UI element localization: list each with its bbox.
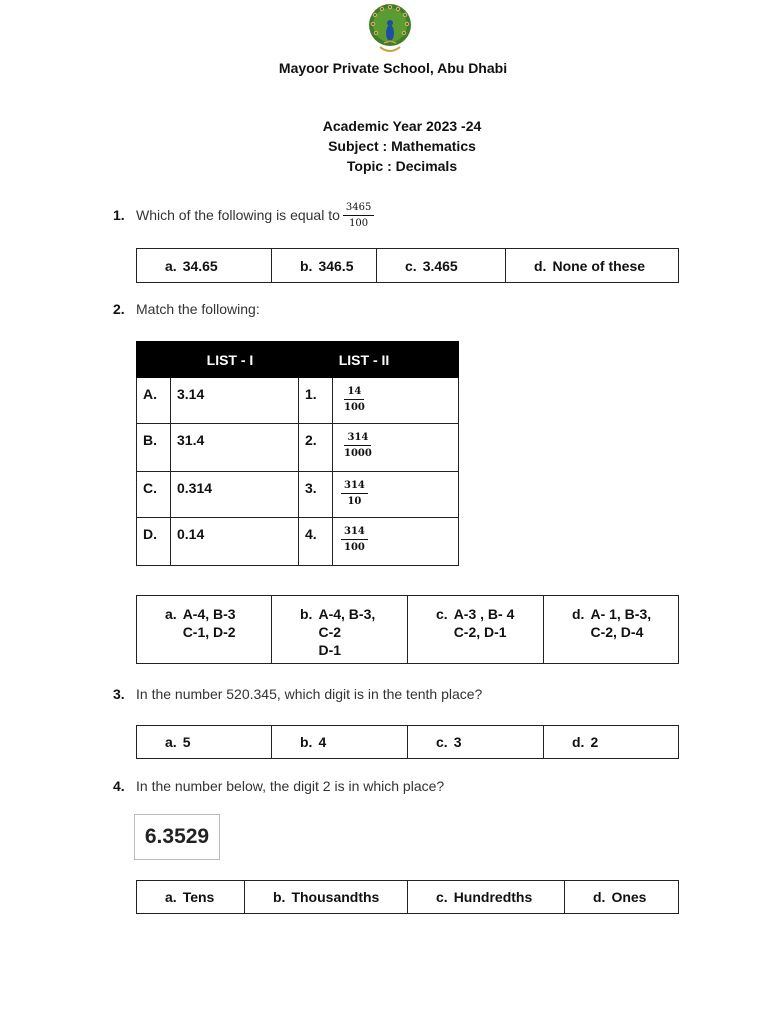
option-label: d. — [572, 734, 585, 750]
fraction-denominator: 100 — [344, 402, 365, 413]
option-a[interactable] — [137, 249, 272, 283]
question-2 — [113, 301, 260, 317]
option-b[interactable] — [272, 726, 408, 759]
option-text: 5 — [182, 734, 191, 750]
option-label: c. — [405, 257, 417, 274]
fraction-numerator: 314 — [341, 479, 368, 494]
list-2-value — [333, 424, 459, 472]
option-c[interactable] — [408, 881, 565, 914]
topic-title: Topic : Decimals — [346, 158, 458, 174]
question-text: In the number 520.345, which digit is in the tenth place? — [136, 686, 483, 702]
list-2-value — [333, 518, 459, 566]
option-text: Hundredths — [453, 889, 533, 905]
question-number: 1. — [113, 207, 125, 223]
question-text: Which of the following is equal to — [136, 207, 340, 223]
school-name: Mayoor Private School, Abu Dhabi — [278, 60, 508, 76]
question-number: 4. — [113, 778, 125, 794]
fraction-numerator: 314 — [341, 525, 368, 540]
option-b[interactable] — [272, 249, 377, 283]
academic-year: Academic Year 2023 -24 — [322, 118, 482, 134]
list-2-value — [333, 378, 459, 424]
fraction-denominator: 10 — [347, 496, 362, 507]
table-row — [137, 378, 459, 424]
list-1-letter: C. — [137, 472, 171, 518]
option-label: b. — [300, 734, 313, 750]
question-3 — [113, 686, 482, 702]
match-table — [136, 341, 459, 566]
fraction-denominator: 100 — [349, 217, 369, 229]
option-text: A- 1, B-3, C-2, D-4 — [590, 606, 652, 640]
option-label: d. — [593, 889, 606, 905]
option-label: a. — [165, 606, 177, 622]
option-c[interactable] — [377, 249, 506, 283]
question-number: 3. — [113, 686, 125, 702]
list-1-letter: D. — [137, 518, 171, 566]
list-1-value: 3.14 — [171, 378, 299, 424]
question-text: Match the following: — [136, 301, 260, 317]
option-text: A-3 , B- 4 C-2, D-1 — [453, 606, 515, 640]
option-d[interactable] — [565, 881, 679, 914]
fraction-denominator: 1000 — [344, 448, 372, 459]
list-2-header: LIST - II — [299, 342, 459, 378]
list-1-value: 0.14 — [171, 518, 299, 566]
list-1-value: 31.4 — [171, 424, 299, 472]
option-text: 346.5 — [318, 257, 354, 274]
option-text: 4 — [318, 734, 327, 750]
fraction-numerator: 3465 — [343, 201, 374, 216]
fraction — [341, 525, 368, 554]
list-1-header: LIST - I — [137, 342, 299, 378]
list-1-letter: A. — [137, 378, 171, 424]
option-b[interactable] — [245, 881, 408, 914]
table-row — [137, 518, 459, 566]
q3-options — [136, 725, 679, 759]
option-label: b. — [300, 606, 313, 622]
option-text: 3 — [453, 734, 462, 750]
question-number: 2. — [113, 301, 125, 317]
option-b[interactable] — [272, 596, 408, 664]
list-2-number: 1. — [299, 378, 333, 424]
option-text: Ones — [611, 889, 647, 905]
option-d[interactable] — [544, 596, 679, 664]
option-label: d. — [534, 257, 547, 274]
option-label: c. — [436, 889, 448, 905]
option-a[interactable] — [137, 726, 272, 759]
fraction-numerator: 314 — [344, 431, 371, 446]
school-logo — [366, 3, 414, 57]
list-1-letter: B. — [137, 424, 171, 472]
option-label: a. — [165, 889, 177, 905]
question-4 — [113, 778, 444, 794]
option-a[interactable] — [137, 881, 245, 914]
list-2-value — [333, 472, 459, 518]
list-2-number: 4. — [299, 518, 333, 566]
option-label: a. — [165, 257, 177, 274]
option-text: A-4, B-3 C-1, D-2 — [182, 606, 236, 640]
option-a[interactable] — [137, 596, 272, 664]
fraction — [341, 479, 368, 508]
fraction — [341, 385, 368, 414]
option-text: 34.65 — [182, 257, 218, 274]
option-c[interactable] — [408, 596, 544, 664]
option-label: c. — [436, 606, 448, 622]
question-1 — [113, 200, 374, 230]
option-label: b. — [300, 257, 313, 274]
option-text: None of these — [552, 257, 646, 274]
q4-options — [136, 880, 679, 914]
option-d[interactable] — [506, 249, 679, 283]
q1-options — [136, 248, 679, 283]
fraction-denominator: 100 — [344, 542, 365, 553]
fraction — [343, 201, 374, 230]
option-label: d. — [572, 606, 585, 622]
option-text: A-4, B-3, C-2 D-1 — [318, 606, 376, 658]
list-1-value: 0.314 — [171, 472, 299, 518]
fraction-numerator: 14 — [344, 385, 364, 400]
table-row — [137, 424, 459, 472]
list-2-number: 2. — [299, 424, 333, 472]
question-text: In the number below, the digit 2 is in which place? — [136, 778, 445, 794]
option-text: Thousandths — [291, 889, 380, 905]
option-text: 2 — [590, 734, 599, 750]
table-row — [137, 472, 459, 518]
q2-options — [136, 595, 679, 664]
option-text: Tens — [182, 889, 215, 905]
number-display: 6.3529 — [134, 814, 220, 860]
option-label: c. — [436, 734, 448, 750]
list-2-number: 3. — [299, 472, 333, 518]
fraction — [341, 431, 375, 460]
option-text: 3.465 — [422, 257, 458, 274]
option-label: b. — [273, 889, 286, 905]
option-label: a. — [165, 734, 177, 750]
option-c[interactable] — [408, 726, 544, 759]
option-d[interactable] — [544, 726, 679, 759]
subject-title: Subject : Mathematics — [328, 138, 476, 154]
